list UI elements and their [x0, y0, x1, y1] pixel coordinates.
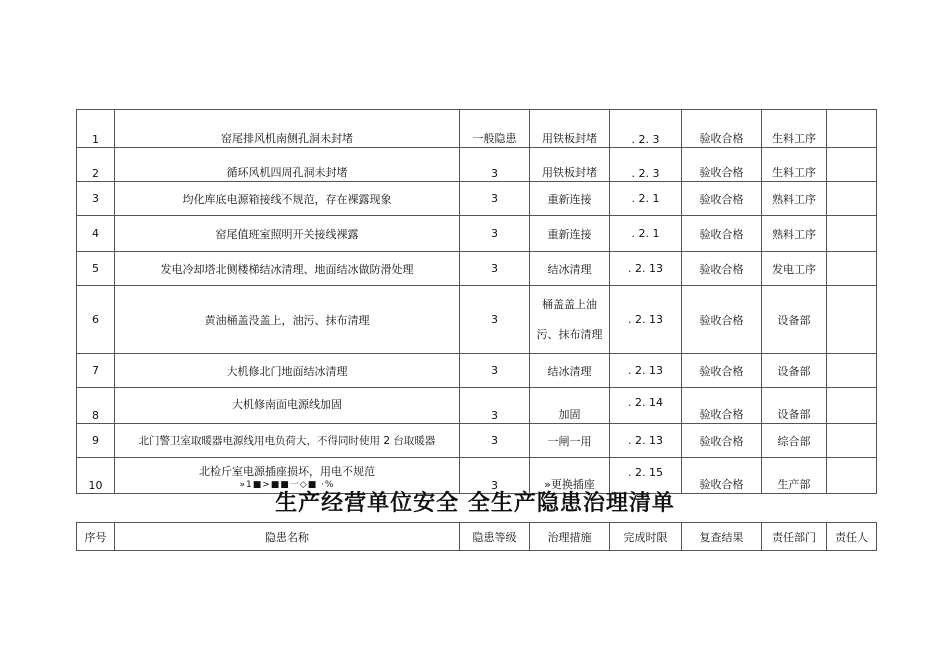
row-measure: 用铁板封堵 [530, 148, 610, 182]
row-result: 验收合格 [682, 148, 762, 182]
row-no: 4 [77, 216, 115, 252]
row-name: 大机修北门地面结冰清理 [115, 354, 460, 388]
row-dept: 生料工序 [762, 110, 827, 148]
row-date: . 2. 3 [610, 148, 682, 182]
row-date: . 2. 13 [610, 354, 682, 388]
hazard-table-header [76, 522, 877, 551]
row-measure [530, 286, 610, 354]
row-level: 3 [460, 388, 530, 424]
row-person [827, 182, 877, 216]
row-measure: 重新连接 [530, 216, 610, 252]
header-dept: 责任部门 [762, 523, 827, 551]
header-level: 隐患等级 [460, 523, 530, 551]
row-dept: 熟料工序 [762, 216, 827, 252]
row-no: 1 [77, 110, 115, 148]
row-result: 验收合格 [682, 216, 762, 252]
row-no: 2 [77, 148, 115, 182]
row-name: 大机修南面电源线加固 [115, 388, 460, 424]
row-dept: 熟料工序 [762, 182, 827, 216]
row-date: . 2. 14 [610, 388, 682, 424]
row-result: 验收合格 [682, 182, 762, 216]
table-row [77, 424, 877, 458]
document-title: 生产经营单位安全 全生产隐患治理清单 [275, 491, 675, 516]
row-no: 6 [77, 286, 115, 354]
row-person [827, 252, 877, 286]
row-dept: 设备部 [762, 286, 827, 354]
row-no: 5 [77, 252, 115, 286]
row-level: 3 [460, 286, 530, 354]
row-result: 验收合格 [682, 458, 762, 494]
row-no: 9 [77, 424, 115, 458]
row-measure: 一闸一用 [530, 424, 610, 458]
row-level: 3 [460, 216, 530, 252]
row-date: . 2. 1 [610, 182, 682, 216]
row-no: 3 [77, 182, 115, 216]
row-level: 3 [460, 458, 530, 494]
row-name: 窑尾值班室照明开关接线裸露 [115, 216, 460, 252]
row-person [827, 354, 877, 388]
row-level: 3 [460, 252, 530, 286]
row-date: . 2. 15 [610, 458, 682, 494]
row-measure: 加固 [530, 388, 610, 424]
header-name: 隐患名称 [115, 523, 460, 551]
row-name: 北门警卫室取暖器电源线用电负荷大，不得同时使用 2 台取暖器 [115, 424, 460, 458]
row-level: 3 [460, 424, 530, 458]
table-row [77, 252, 877, 286]
row-name: 发电冷却塔北侧楼梯结冰清理、地面结冰做防滑处理 [115, 252, 460, 286]
row-date: . 2. 13 [610, 286, 682, 354]
row-no: 10 [77, 458, 115, 494]
row-result: 验收合格 [682, 424, 762, 458]
row-measure: 结冰清理 [530, 252, 610, 286]
row-date: . 2. 13 [610, 252, 682, 286]
row-result: 验收合格 [682, 354, 762, 388]
row-result: 验收合格 [682, 286, 762, 354]
row-name: 均化库底电源箱接线不规范，存在裸露现象 [115, 182, 460, 216]
row-dept: 生料工序 [762, 148, 827, 182]
row-level: 一般隐患 [460, 110, 530, 148]
table-row [77, 182, 877, 216]
row-dept: 生产部 [762, 458, 827, 494]
table-row [77, 216, 877, 252]
row-measure-line2: 污、抹布清理 [536, 327, 603, 341]
row-date: . 2. 1 [610, 216, 682, 252]
row-no: 8 [77, 388, 115, 424]
table-row [77, 110, 877, 148]
header-no: 序号 [77, 523, 115, 551]
row-dept: 设备部 [762, 354, 827, 388]
row-person [827, 424, 877, 458]
row-level: 3 [460, 182, 530, 216]
row-level: 3 [460, 354, 530, 388]
row-person [827, 110, 877, 148]
row-result: 验收合格 [682, 110, 762, 148]
table-row [77, 286, 877, 354]
row-dept: 综合部 [762, 424, 827, 458]
row-name: 循环风机四周孔洞未封堵 [115, 148, 460, 182]
row-measure-line1: 桶盖盖上油 [542, 297, 597, 311]
row-dept: 发电工序 [762, 252, 827, 286]
row-date: . 2. 3 [610, 110, 682, 148]
row-name-text: 北检斤室电源插座损坏，用电不规范 [199, 465, 375, 478]
row-name: 窑尾排风机南侧孔洞未封堵 [115, 110, 460, 148]
table-row [77, 354, 877, 388]
row-person [827, 388, 877, 424]
header-date: 完成时限 [610, 523, 682, 551]
row-measure: 重新连接 [530, 182, 610, 216]
hazard-table-body [76, 109, 877, 494]
header-row [77, 523, 877, 551]
row-no: 7 [77, 354, 115, 388]
row-person [827, 148, 877, 182]
table-row [77, 388, 877, 424]
header-measure: 治理措施 [530, 523, 610, 551]
row-measure: 用铁板封堵 [530, 110, 610, 148]
row-level: 3 [460, 148, 530, 182]
header-person: 责任人 [827, 523, 877, 551]
row-person [827, 286, 877, 354]
row-result: 验收合格 [682, 388, 762, 424]
header-result: 复查结果 [682, 523, 762, 551]
row-name: 黄油桶盖没盖上，油污、抹布清理 [115, 286, 460, 354]
table-row [77, 148, 877, 182]
row-name-noise: »1■>■■一◇■ ·% [239, 480, 335, 490]
row-measure: 结冰清理 [530, 354, 610, 388]
row-dept: 设备部 [762, 388, 827, 424]
row-date: . 2. 13 [610, 424, 682, 458]
row-result: 验收合格 [682, 252, 762, 286]
row-person [827, 216, 877, 252]
row-measure: »更换插座 [530, 458, 610, 494]
